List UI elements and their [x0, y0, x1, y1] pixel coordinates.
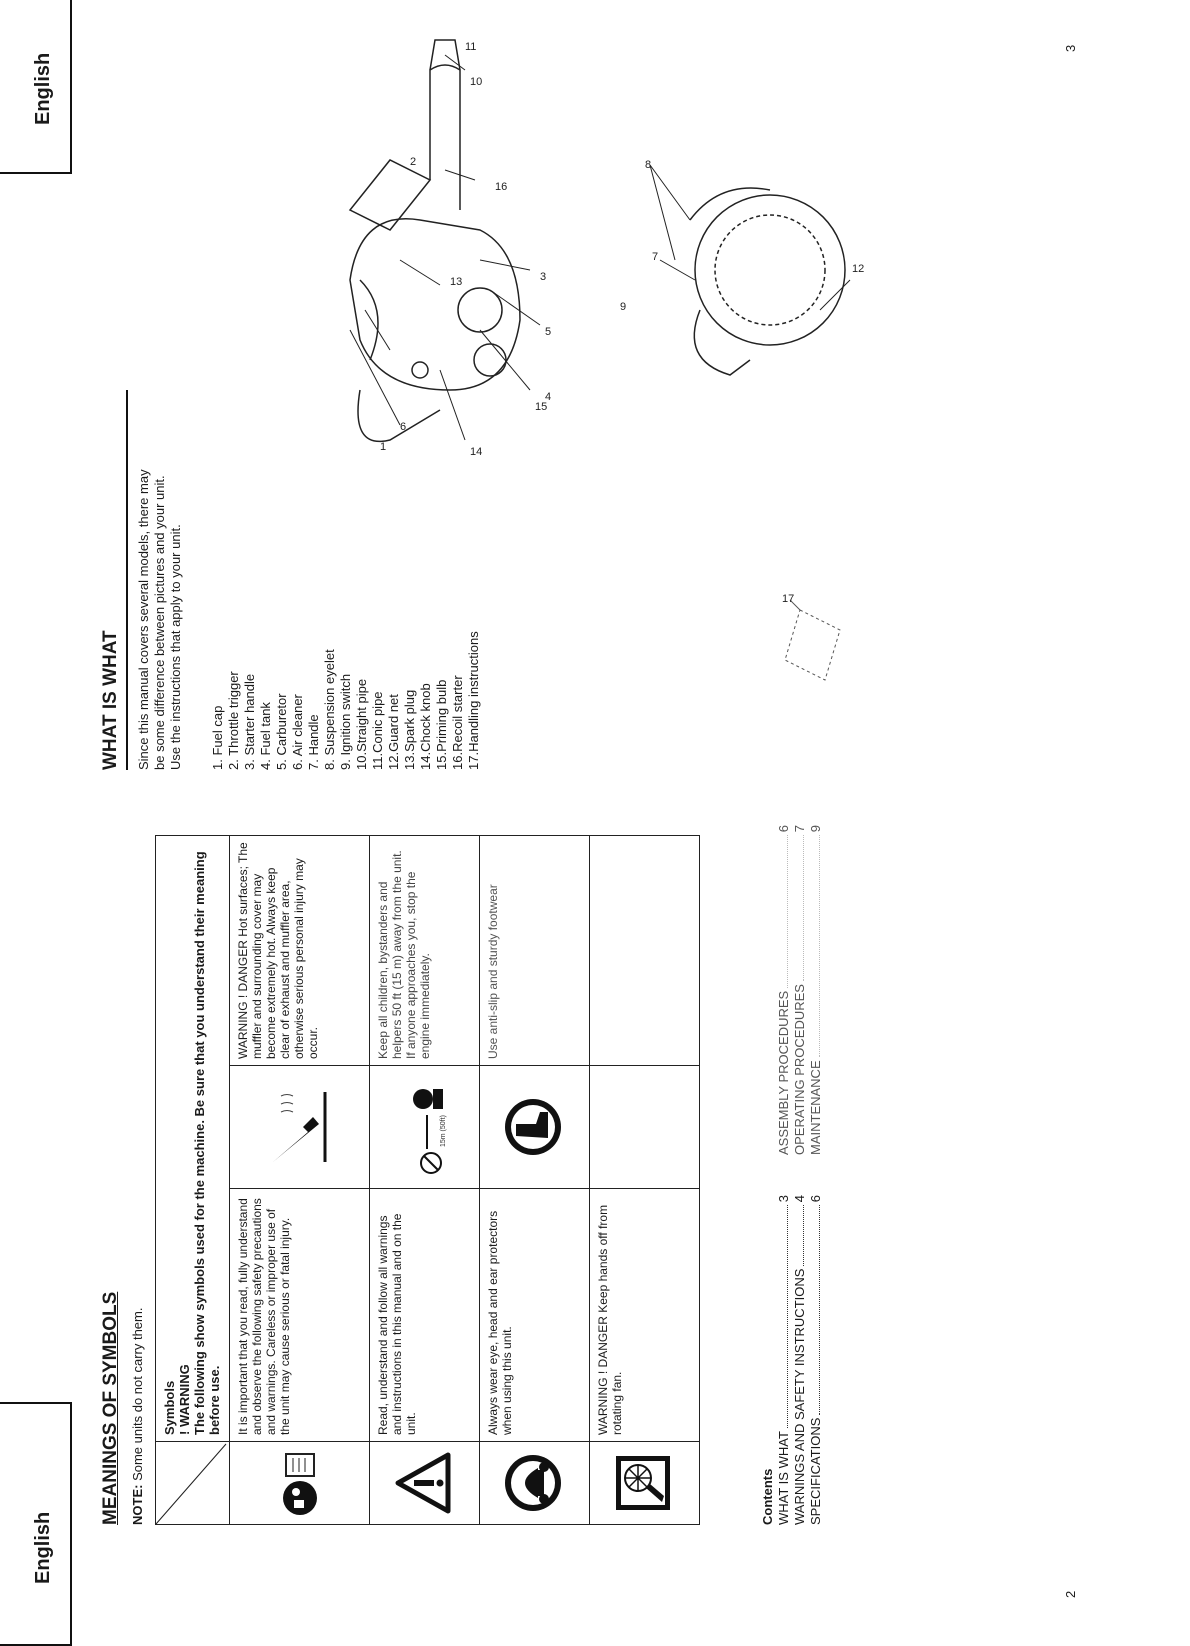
hot-surface-icon — [263, 1082, 333, 1172]
handling-instructions-label — [770, 590, 850, 700]
row-4-empty-icon-cell — [590, 1066, 700, 1189]
toc-entry-page: 7 — [792, 825, 807, 833]
toc-dots — [792, 835, 804, 981]
row-4-right-text — [590, 836, 700, 1066]
language-tab-right-label: English — [32, 52, 54, 125]
hot-surface-icon-cell — [230, 1066, 370, 1189]
list-item: 9. Ignition switch — [338, 673, 353, 770]
toc-entry-label: MAINTENANCE — [808, 1060, 823, 1155]
meanings-note — [130, 835, 145, 1525]
callout-17: 17 — [782, 593, 795, 605]
table-row — [590, 836, 700, 1525]
list-item: 12.Guard net — [386, 694, 401, 770]
list-item: 10.Straight pipe — [354, 678, 369, 770]
row-3-left-text: Always wear eye, head and ear protectors when using this unit. — [480, 1189, 590, 1442]
callout-4: 4 — [545, 391, 552, 403]
meanings-title: MEANINGS OF SYMBOLS — [100, 1291, 121, 1525]
list-item: 5. Carburetor — [274, 693, 289, 770]
boot-icon — [502, 1096, 564, 1158]
keep-away-icon-label: 15m (50ft) — [440, 1115, 447, 1147]
rotating-fan-icon — [612, 1452, 674, 1514]
toc-entry-label: SPECIFICATIONS — [808, 1417, 823, 1525]
toc-entry[interactable] — [776, 825, 792, 1155]
list-item: 2. Throttle trigger — [226, 671, 241, 770]
contents-section — [760, 825, 824, 1525]
keep-away-icon-cell — [370, 1066, 480, 1189]
toc-dots — [792, 1205, 804, 1265]
contents-right-column — [776, 825, 824, 1155]
list-item: 11.Conic pipe — [370, 691, 385, 770]
toc-dots — [808, 835, 820, 1057]
list-item: 13.Spark plug — [402, 689, 417, 770]
keep-away-icon — [393, 1077, 453, 1177]
row-4-left-text: WARNING ! DANGER Keep hands off from rotating fan. — [590, 1189, 700, 1442]
toc-entry-label: WARNINGS AND SAFETY INSTRUCTIONS — [792, 1268, 807, 1525]
toc-entry-page: 4 — [792, 1195, 807, 1203]
list-item: 4. Fuel tank — [258, 702, 273, 770]
contents-left-column — [776, 1195, 824, 1525]
symbols-table — [155, 835, 700, 1525]
list-item: 1. Fuel cap — [210, 705, 225, 770]
toc-entry-page: 6 — [808, 1195, 823, 1203]
callout-3: 3 — [540, 271, 547, 283]
header-corner-cell — [156, 1442, 230, 1525]
note-label: NOTE: — [130, 1484, 145, 1525]
language-tab-right — [0, 0, 72, 174]
callout-15: 15 — [535, 401, 548, 413]
toc-entry-label: WHAT IS WHAT — [776, 1431, 791, 1525]
header-cell — [156, 836, 230, 1442]
symbols-intro: The following show symbols used for the machine. Be sure that you understand their meaning before use. — [192, 851, 222, 1435]
rotating-fan-icon-cell — [590, 1442, 700, 1525]
footwear-icon-cell — [480, 1066, 590, 1189]
list-item: 7. Handle — [306, 714, 321, 770]
toc-entry[interactable] — [792, 1195, 808, 1525]
meanings-section — [100, 835, 700, 1525]
row-1-right-text: WARNING ! DANGER Hot surfaces; The muffler and surrounding cover may become extremely hot. Always keep clear of exhaust and muffler area, otherwise serious personal injury may occur. — [230, 836, 370, 1066]
note-text: Some units do not carry them. — [130, 1307, 145, 1485]
intro-line: Since this manual covers several models, there may — [136, 469, 151, 770]
callout-16: 16 — [495, 181, 508, 193]
list-item: 14.Chock knob — [418, 683, 433, 770]
what-is-what-intro — [136, 390, 184, 770]
protection-icon-cell — [480, 1442, 590, 1525]
list-item: 6. Air cleaner — [290, 694, 305, 770]
toc-dots — [776, 1205, 788, 1428]
read-manual-icon — [268, 1448, 328, 1518]
toc-entry-label: OPERATING PROCEDURES — [792, 984, 807, 1155]
row-1-left-text: It is important that you read, fully understand and observe the following safety precautions and warnings. Careless or improper use of the unit may cause serious or fatal injury. — [230, 1189, 370, 1442]
callout-5: 5 — [545, 326, 552, 338]
callout-13: 13 — [450, 276, 463, 288]
toc-entry[interactable] — [776, 1195, 792, 1525]
language-tab-left-label: English — [32, 1511, 54, 1584]
toc-entry[interactable] — [808, 1195, 824, 1525]
callout-8: 8 — [645, 159, 652, 171]
toc-dots — [776, 835, 788, 988]
eye-head-ear-protection-icon — [502, 1452, 564, 1514]
read-manual-icon-cell — [230, 1442, 370, 1525]
what-is-what-title: WHAT IS WHAT — [100, 390, 128, 770]
toc-entry-page: 9 — [808, 825, 823, 833]
table-row — [370, 836, 480, 1525]
symbols-label: Symbols — [162, 1380, 177, 1435]
callout-6: 6 — [400, 421, 407, 433]
diagonal-divider — [156, 1444, 226, 1524]
row-2-left-text: Read, understand and follow all warnings and instructions in this manual and on the unit. — [370, 1189, 480, 1442]
intro-line: be some difference between pictures and your unit. — [152, 475, 167, 770]
page-number-right: 3 — [1063, 44, 1078, 52]
row-2-right-text: Keep all children, bystanders and helpers 50 ft (15 m) away from the unit. If anyone approaches you, stop the engine immediately. — [370, 836, 480, 1066]
contents-title: Contents — [760, 1468, 775, 1525]
contents-columns — [776, 825, 824, 1525]
warning-triangle-icon-cell — [370, 1442, 480, 1525]
callout-14: 14 — [470, 446, 483, 458]
callout-11: 11 — [465, 41, 477, 53]
callout-2: 2 — [410, 156, 417, 168]
symbols-table-header — [156, 836, 230, 1525]
guard-net-illustration — [620, 160, 900, 390]
callout-9: 9 — [620, 301, 627, 313]
toc-entry-page: 3 — [776, 1195, 791, 1203]
callout-10: 10 — [470, 76, 483, 88]
language-tab-left — [0, 1402, 72, 1646]
intro-line: Use the instructions that apply to your unit. — [168, 524, 183, 770]
callout-1: 1 — [380, 441, 387, 453]
toc-entry-page: 6 — [776, 825, 791, 833]
table-row — [230, 836, 370, 1525]
toc-entry[interactable] — [808, 825, 824, 1155]
list-item: 8. Suspension eyelet — [322, 649, 337, 770]
warning-label: ! WARNING — [177, 1364, 192, 1435]
toc-dots — [808, 1205, 820, 1414]
row-3-right-text: Use anti-slip and sturdy footwear — [480, 836, 590, 1066]
callout-12: 12 — [852, 263, 865, 275]
toc-entry[interactable] — [792, 825, 808, 1155]
callout-7: 7 — [652, 251, 659, 263]
list-item: 15.Priming bulb — [434, 679, 449, 770]
warning-triangle-icon — [394, 1451, 452, 1515]
list-item: 16.Recoil starter — [450, 675, 465, 770]
table-row — [480, 836, 590, 1525]
list-item: 3. Starter handle — [242, 673, 257, 770]
page-number-left: 2 — [1063, 1590, 1078, 1598]
toc-entry-label: ASSEMBLY PROCEDURES — [776, 990, 791, 1155]
list-item: 17.Handling instructions — [466, 631, 481, 770]
